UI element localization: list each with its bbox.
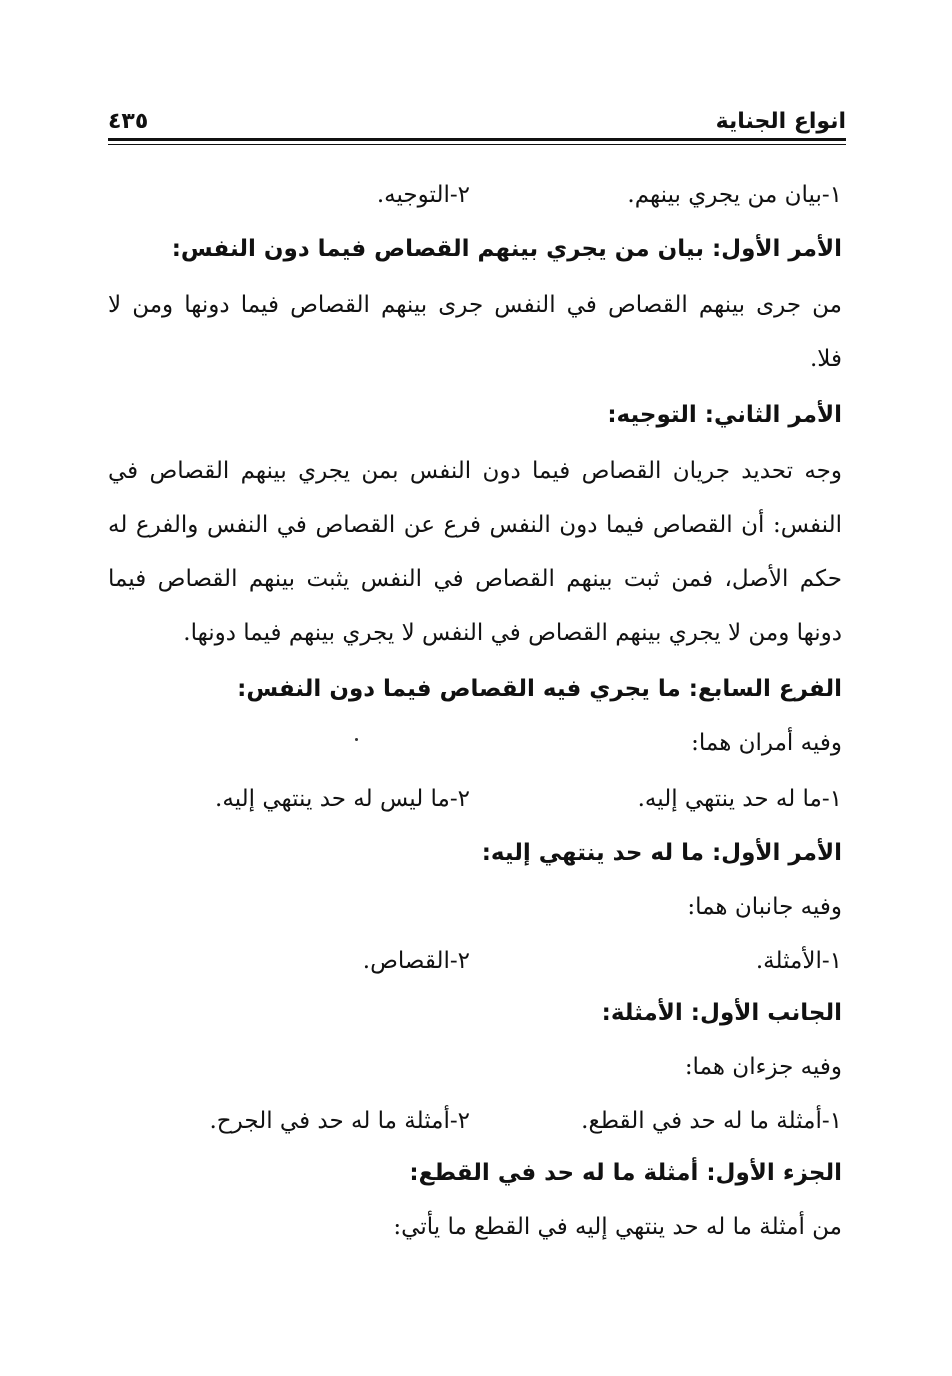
paragraph-line: فلا. (809, 346, 842, 372)
list-item: ٢-التوجيه. (376, 182, 470, 208)
paragraph-line: من جرى بينهم القصاص في النفس جرى بينهم القصاص فيما دونها ومن لا (108, 292, 842, 318)
section-heading: الجزء الأول: أمثلة ما له حد في القطع: (409, 1160, 842, 1186)
paragraph-line: دونها ومن لا يجري بينهم القصاص في النفس لا يجري بينهم فيما دونها. (183, 620, 842, 646)
page-number: ٤٣٥ (108, 109, 149, 134)
list-item: ٢-القصاص. (362, 948, 470, 974)
paragraph-line: من أمثلة ما له حد ينتهي إليه في القطع ما يأتي: (393, 1214, 842, 1240)
section-heading: الأمر الأول: بيان من يجري بينهم القصاص فيما دون النفس: (171, 236, 842, 262)
header-rule-thin (108, 144, 846, 145)
list-item: ١-بيان من يجري بينهم. (627, 182, 842, 208)
paragraph-line: وفيه جزءان هما: (684, 1054, 842, 1080)
list-item: ١-ما له حد ينتهي إليه. (637, 786, 842, 812)
list-line (108, 1106, 842, 1136)
list-item: ٢-ما ليس له حد ينتهي إليه. (215, 786, 470, 812)
paragraph-line: وجه تحديد جريان القصاص فيما دون النفس بمن يجري بينهم القصاص في (108, 458, 842, 484)
list-item: ١-الأمثلة. (755, 948, 842, 974)
running-title: انواع الجناية (715, 109, 846, 134)
paragraph-line: حكم الأصل، فمن ثبت بينهم القصاص في النفس يثبت بينهم القصاص فيما (108, 566, 842, 592)
section-heading: الجانب الأول: الأمثلة: (601, 1000, 842, 1026)
section-heading: الأمر الأول: ما له حد ينتهي إليه: (481, 840, 842, 866)
page-header (108, 98, 846, 134)
list-line (108, 946, 842, 976)
section-heading: الأمر الثاني: التوجيه: (607, 402, 842, 428)
list-line (108, 784, 842, 814)
list-item: ٢-أمثلة ما له حد في الجرح. (209, 1108, 470, 1134)
paragraph-line: وفيه أمران هما: (691, 730, 842, 756)
list-item: ١-أمثلة ما له حد في القطع. (581, 1108, 842, 1134)
list-line (108, 180, 842, 210)
paragraph-line: وفيه جانبان هما: (687, 894, 842, 920)
header-rule-thick (108, 138, 846, 141)
paragraph-line: النفس: أن القصاص فيما دون النفس فرع عن القصاص في النفس والفرع له (108, 512, 842, 538)
section-heading: الفرع السابع: ما يجري فيه القصاص فيما دون النفس: (237, 676, 842, 702)
